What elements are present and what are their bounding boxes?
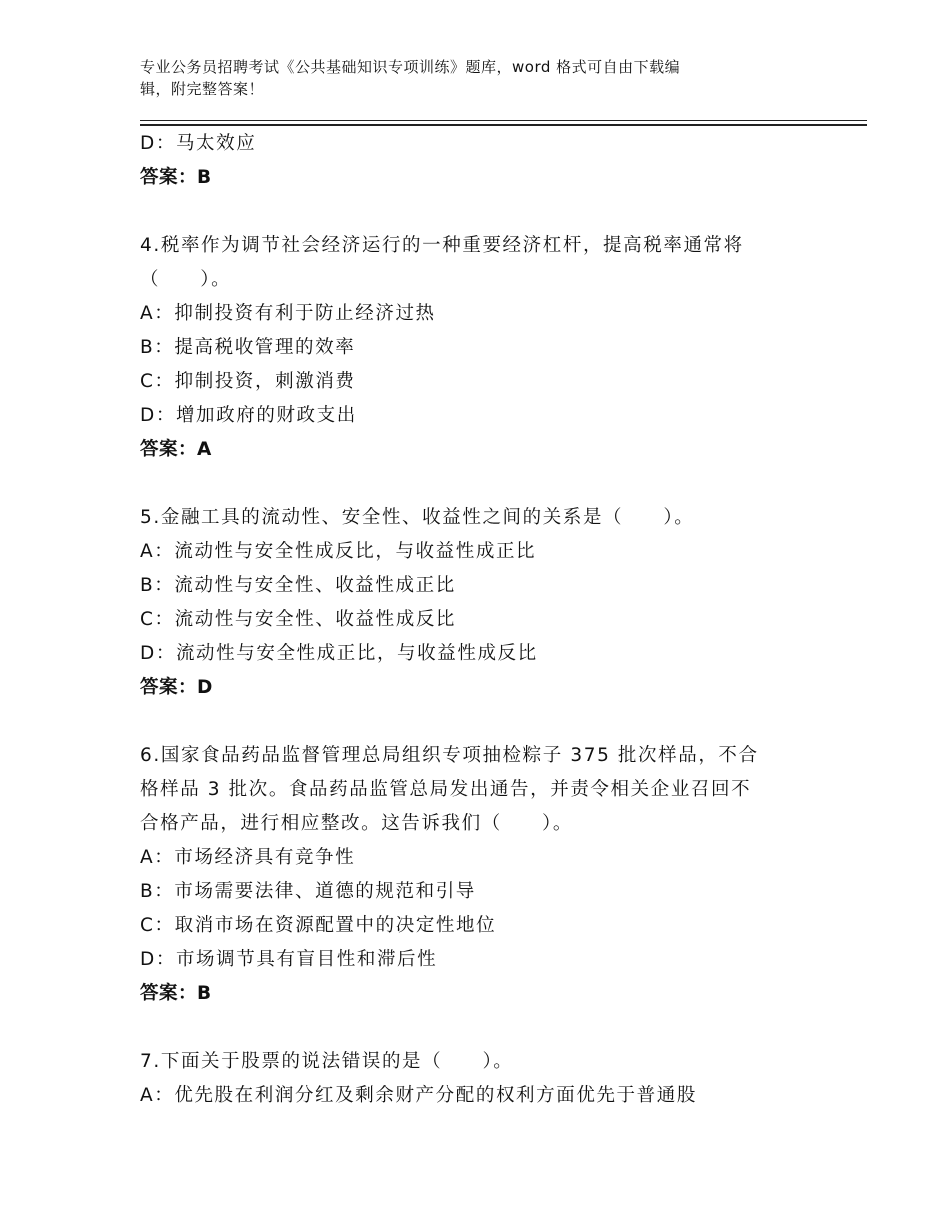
block-gap: [140, 1011, 830, 1045]
question-line: A：市场经济具有竞争性: [140, 847, 356, 868]
block-gap: [140, 195, 830, 229]
question-line: 6.国家食品药品监督管理总局组织专项抽检粽子 375 批次样品，不合: [140, 745, 759, 766]
question-line: A：优先股在利润分红及剩余财产分配的权利方面优先于普通股: [140, 1085, 697, 1106]
question-line: C：取消市场在资源配置中的决定性地位: [140, 915, 497, 936]
question-block: [140, 739, 830, 1011]
question-line: 格样品 3 批次。食品药品监管总局发出通告，并责令相关企业召回不: [140, 779, 752, 800]
question-block: [140, 127, 830, 195]
header-rule-thick: [140, 124, 867, 126]
question-line: D：马太效应: [140, 133, 257, 154]
header-line-1: 专业公务员招聘考试《公共基础知识专项训练》题库，word 格式可自由下载编: [140, 58, 681, 76]
question-line: B：流动性与安全性、收益性成正比: [140, 575, 456, 596]
question-line: D：市场调节具有盲目性和滞后性: [140, 949, 438, 970]
question-block: [140, 1045, 830, 1113]
question-line: 5.金融工具的流动性、安全性、收益性之间的关系是（ ）。: [140, 507, 695, 528]
question-line: 7.下面关于股票的说法错误的是（ ）。: [140, 1051, 514, 1072]
question-line: C：抑制投资，刺激消费: [140, 371, 356, 392]
header-line-2: 辑，附完整答案！: [140, 80, 265, 98]
question-line: D：流动性与安全性成正比，与收益性成反比: [140, 643, 538, 664]
answer-line: 答案：B: [140, 167, 212, 188]
question-line: B：市场需要法律、道德的规范和引导: [140, 881, 476, 902]
question-line: B：提高税收管理的效率: [140, 337, 356, 358]
question-line: 4.税率作为调节社会经济运行的一种重要经济杠杆，提高税率通常将: [140, 235, 744, 256]
header-rule-thin: [140, 120, 867, 121]
question-line: A：流动性与安全性成反比，与收益性成正比: [140, 541, 537, 562]
question-block: [140, 501, 830, 705]
question-line: C：流动性与安全性、收益性成反比: [140, 609, 457, 630]
question-line: （ ）。: [140, 269, 232, 290]
question-line: D：增加政府的财政支出: [140, 405, 357, 426]
question-line: A：抑制投资有利于防止经济过热: [140, 303, 436, 324]
question-block: [140, 229, 830, 467]
answer-line: 答案：D: [140, 677, 213, 698]
block-gap: [140, 467, 830, 501]
block-gap: [140, 705, 830, 739]
question-line: 合格产品，进行相应整改。这告诉我们（ ）。: [140, 813, 573, 834]
question-list: [140, 127, 830, 1113]
page-header: [140, 56, 790, 100]
answer-line: 答案：A: [140, 439, 212, 460]
answer-line: 答案：B: [140, 983, 212, 1004]
